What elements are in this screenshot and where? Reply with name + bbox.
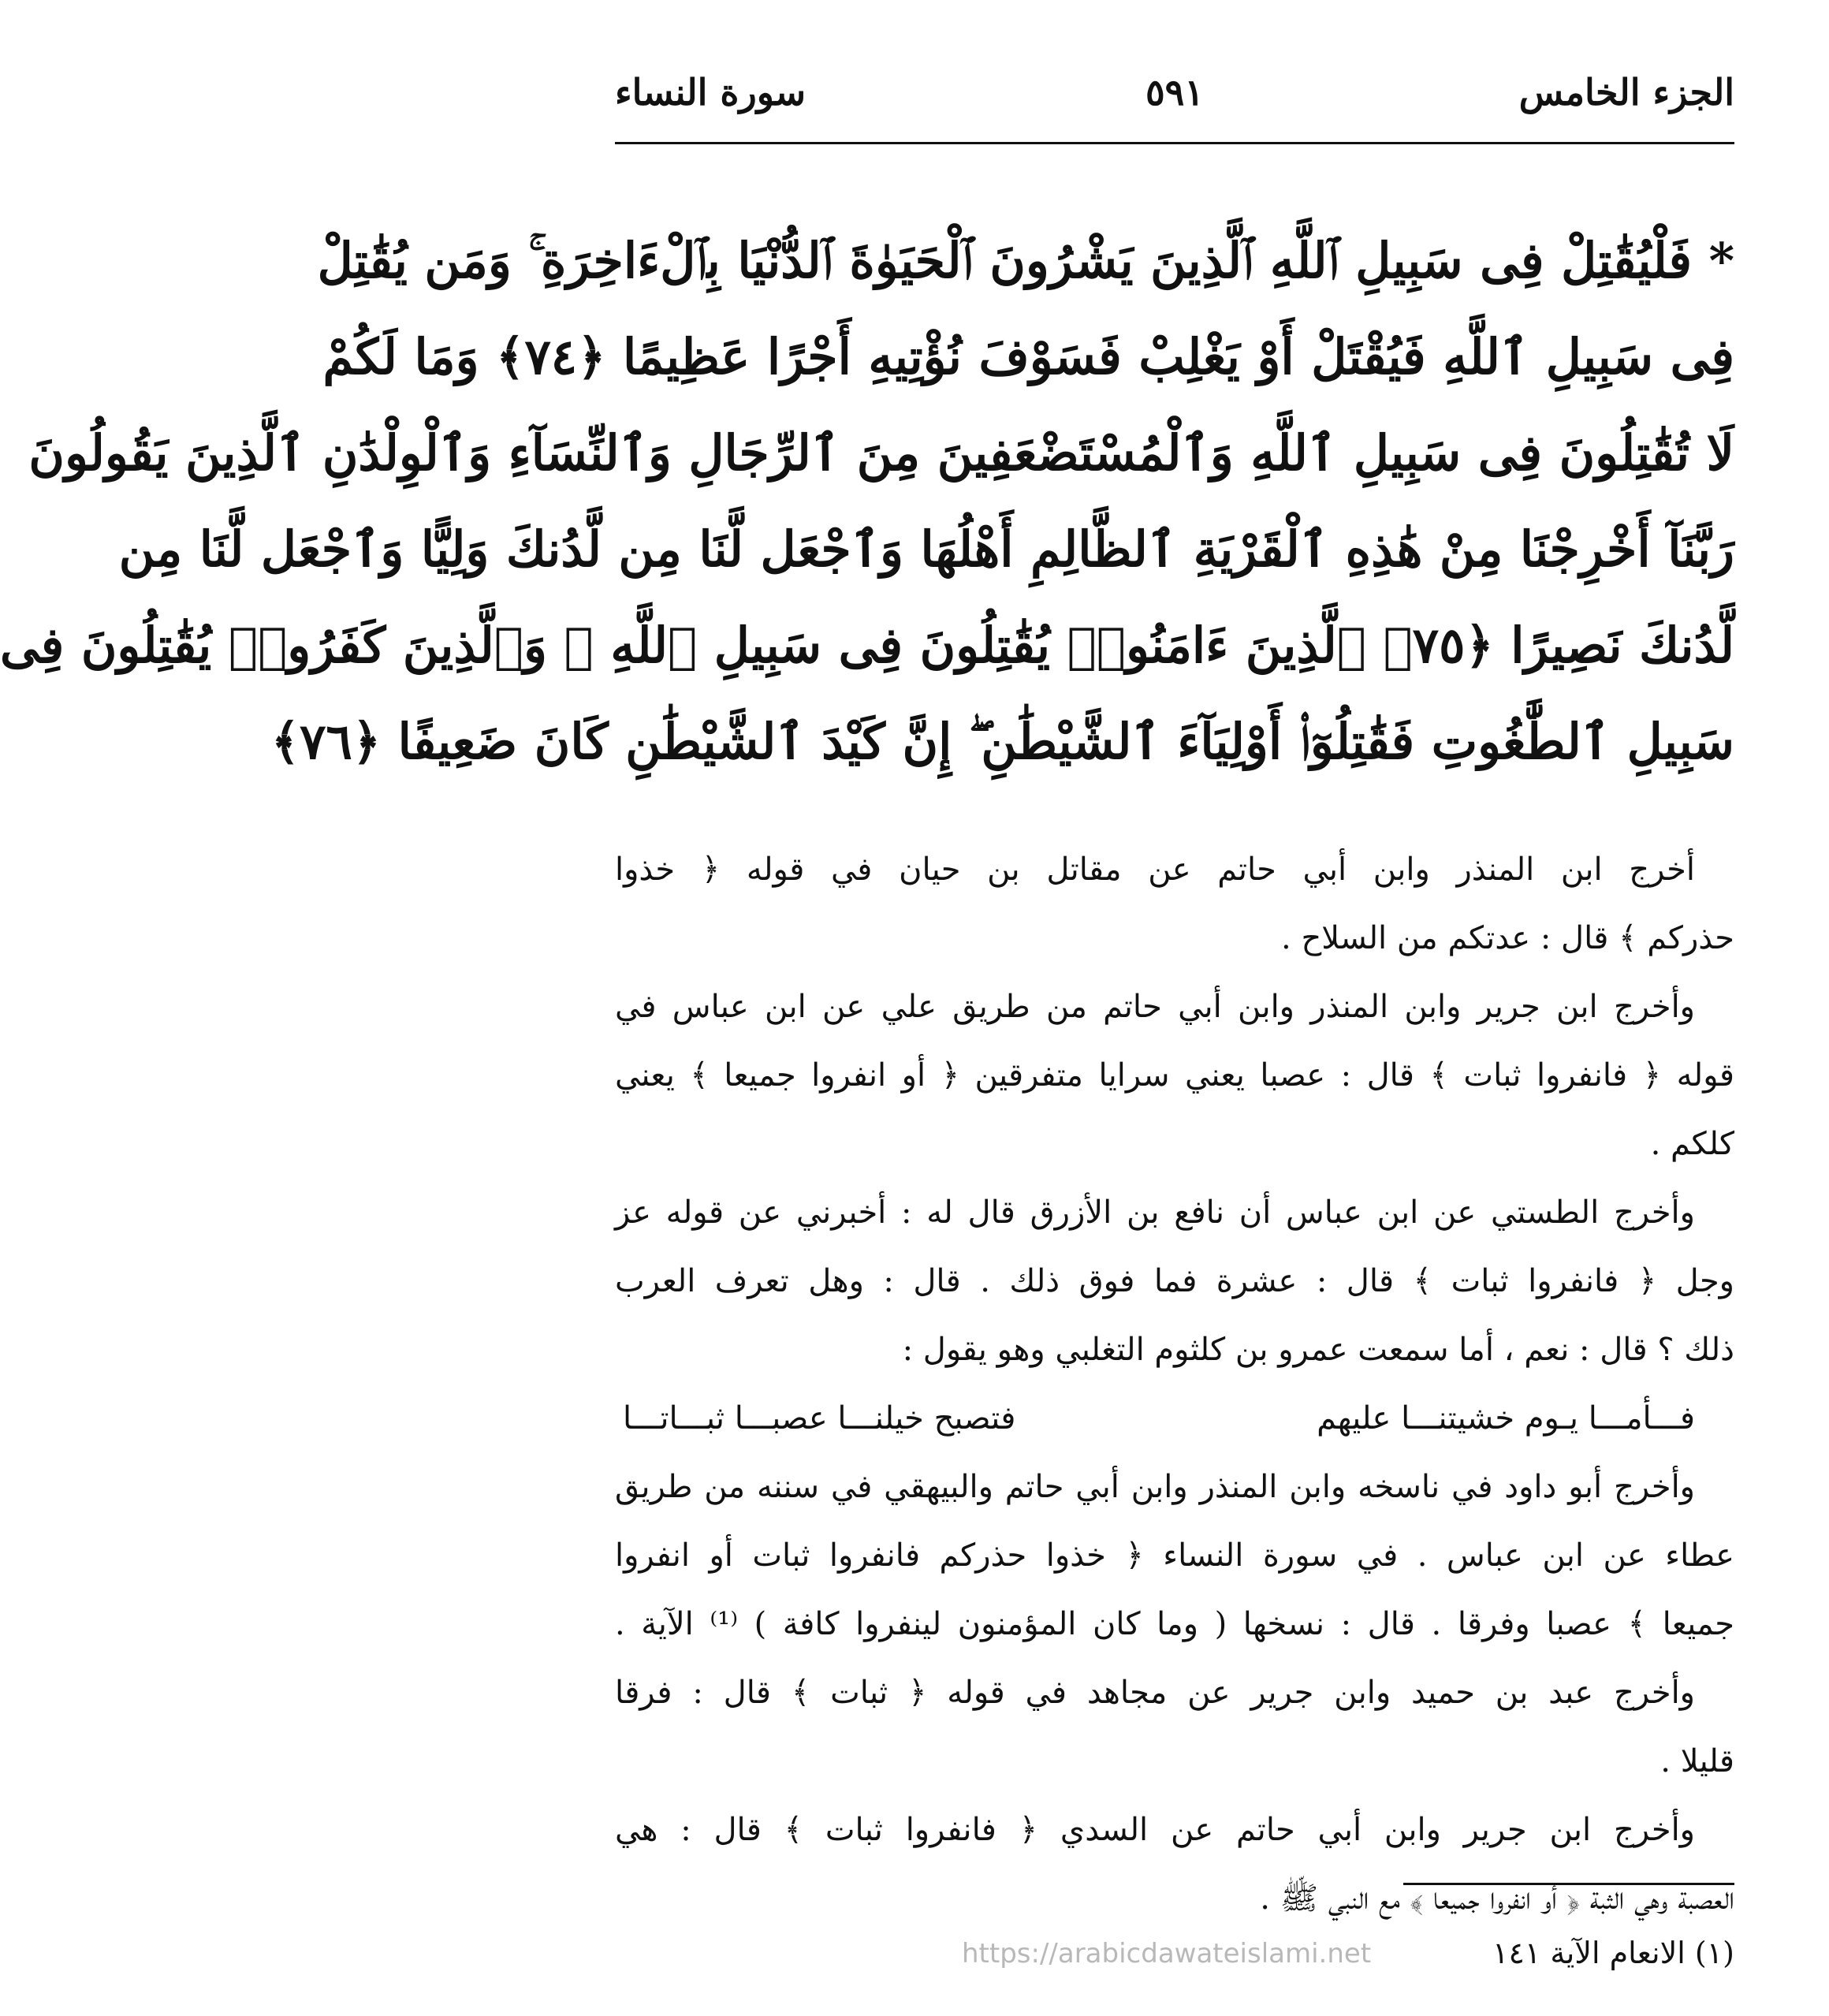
header-divider <box>615 142 1734 144</box>
page-number: ٥٩١ <box>1145 71 1205 114</box>
commentary-line: جميعا ﴾ عصبا وفرقا . قال : نسخها ( وما كان المؤمنون لينفروا كافة ) ⁽¹⁾ الآية . <box>615 1606 1734 1642</box>
verse-first-hemistich: فـــأمـــا يـوم خشيتنـــا عليهم <box>1317 1400 1695 1437</box>
commentary-line: العصبة وهي الثبة ﴿ أو انفروا جميعا ﴾ مع النبي ﷺ . <box>1260 1880 1734 1917</box>
quran-text-block <box>0 213 1734 790</box>
poetry-verse <box>615 1384 1734 1453</box>
commentary-line: كلكم . <box>1650 1126 1734 1162</box>
verse-second-hemistich: فتصبح خيلنـــا عصبـــا ثبـــاتـــا <box>623 1400 1016 1437</box>
quran-line: رَبَّنَآ أَخْرِجْنَا مِنْ هَٰذِهِ ٱلْقَرْيَةِ ٱلظَّالِمِ أَهْلُهَا وَٱجْعَل لَّنَا مِن لَّدُنكَ وَلِيًّا وَٱجْعَل لَّنَا مِن <box>118 520 1734 578</box>
commentary-line: وأخرج أبو داود في ناسخه وابن المنذر وابن أبي حاتم والبيهقي في سننه من طريق <box>615 1469 1695 1505</box>
commentary-line: وجل ﴿ فانفروا ثبات ﴾ قال : عشرة فما فوق ذلك . قال : وهل تعرف العرب <box>615 1263 1734 1299</box>
quran-line: سَبِيلِ ٱلطَّٰغُوتِ فَقَٰتِلُوٓا۟ أَوْلِيَآءَ ٱلشَّيْطَٰنِ ۖ إِنَّ كَيْدَ ٱلشَّيْطَٰنِ كَانَ ضَعِيفًا ﴿٧٦﴾ <box>270 713 1734 770</box>
watermark-url: https://arabicdawateislami.net <box>962 1938 1372 1969</box>
quran-line: فِى سَبِيلِ ٱللَّهِ فَيُقْتَلْ أَوْ يَغْلِبْ فَسَوْفَ نُؤْتِيهِ أَجْرًا عَظِيمًا ﴿٧٤﴾ وَمَا لَكُمْ <box>322 328 1734 386</box>
page-header <box>615 63 1734 134</box>
commentary-line: حذركم ﴾ قال : عدتكم من السلاح . <box>1281 920 1734 956</box>
commentary-line: قوله ﴿ فانفروا ثبات ﴾ قال : عصبا يعني سرايا متفرقين ﴿ أو انفروا جميعا ﴾ يعني <box>615 1057 1734 1094</box>
commentary-line: وأخرج الطستي عن ابن عباس أن نافع بن الأزرق قال له : أخبرني عن قوله عز <box>615 1194 1695 1231</box>
quran-line: لَا تُقَٰتِلُونَ فِى سَبِيلِ ٱللَّهِ وَٱلْمُسْتَضْعَفِينَ مِنَ ٱلرِّجَالِ وَٱلنِّسَآءِ وَٱلْوِلْدَٰنِ ٱلَّذِينَ يَقُولُونَ <box>28 424 1734 482</box>
commentary-line: قليلا . <box>1660 1743 1734 1779</box>
juz-title: الجزء الخامس <box>1518 71 1734 114</box>
quran-line: لَّدُنكَ نَصِيرًا ﴿٧٥﴾ ٱلَّذِينَ ءَامَنُوا۟ يُقَٰتِلُونَ فِى سَبِيلِ ٱللَّهِ ۖ وَٱلَّذِينَ كَفَرُوا۟ يُقَٰتِلُونَ فِى <box>0 617 1734 674</box>
commentary-block <box>615 836 1734 1933</box>
quran-line: * فَلْيُقَٰتِلْ فِى سَبِيلِ ٱللَّهِ ٱلَّذِينَ يَشْرُونَ ٱلْحَيَوٰةَ ٱلدُّنْيَا بِٱلْءَاخِرَةِ ۚ وَمَن يُقَٰتِلْ <box>317 232 1734 289</box>
commentary-line: وأخرج ابن جرير وابن المنذر وابن أبي حاتم من طريق علي عن ابن عباس في <box>615 989 1695 1025</box>
footnote: (١) الانعام الآية ١٤١ <box>1492 1936 1734 1970</box>
commentary-line: عطاء عن ابن عباس . في سورة النساء ﴿ خذوا حذركم فانفروا ثبات أو انفروا <box>615 1537 1734 1574</box>
surah-title: سورة النساء <box>615 71 806 114</box>
book-page <box>0 47 1734 1987</box>
footnote-divider <box>1403 1883 1734 1885</box>
commentary-line: ذلك ؟ قال : نعم ، أما سمعت عمرو بن كلثوم التغلبي وهو يقول : <box>902 1332 1734 1368</box>
commentary-line: وأخرج عبد بن حميد وابن جرير عن مجاهد في قوله ﴿ ثبات ﴾ قال : فرقا <box>615 1675 1695 1711</box>
commentary-line: أخرج ابن المنذر وابن أبي حاتم عن مقاتل بن حيان في قوله ﴿ خذوا <box>615 851 1695 888</box>
commentary-line: وأخرج ابن جرير وابن أبي حاتم عن السدي ﴿ فانفروا ثبات ﴾ قال : هي <box>615 1812 1695 1848</box>
